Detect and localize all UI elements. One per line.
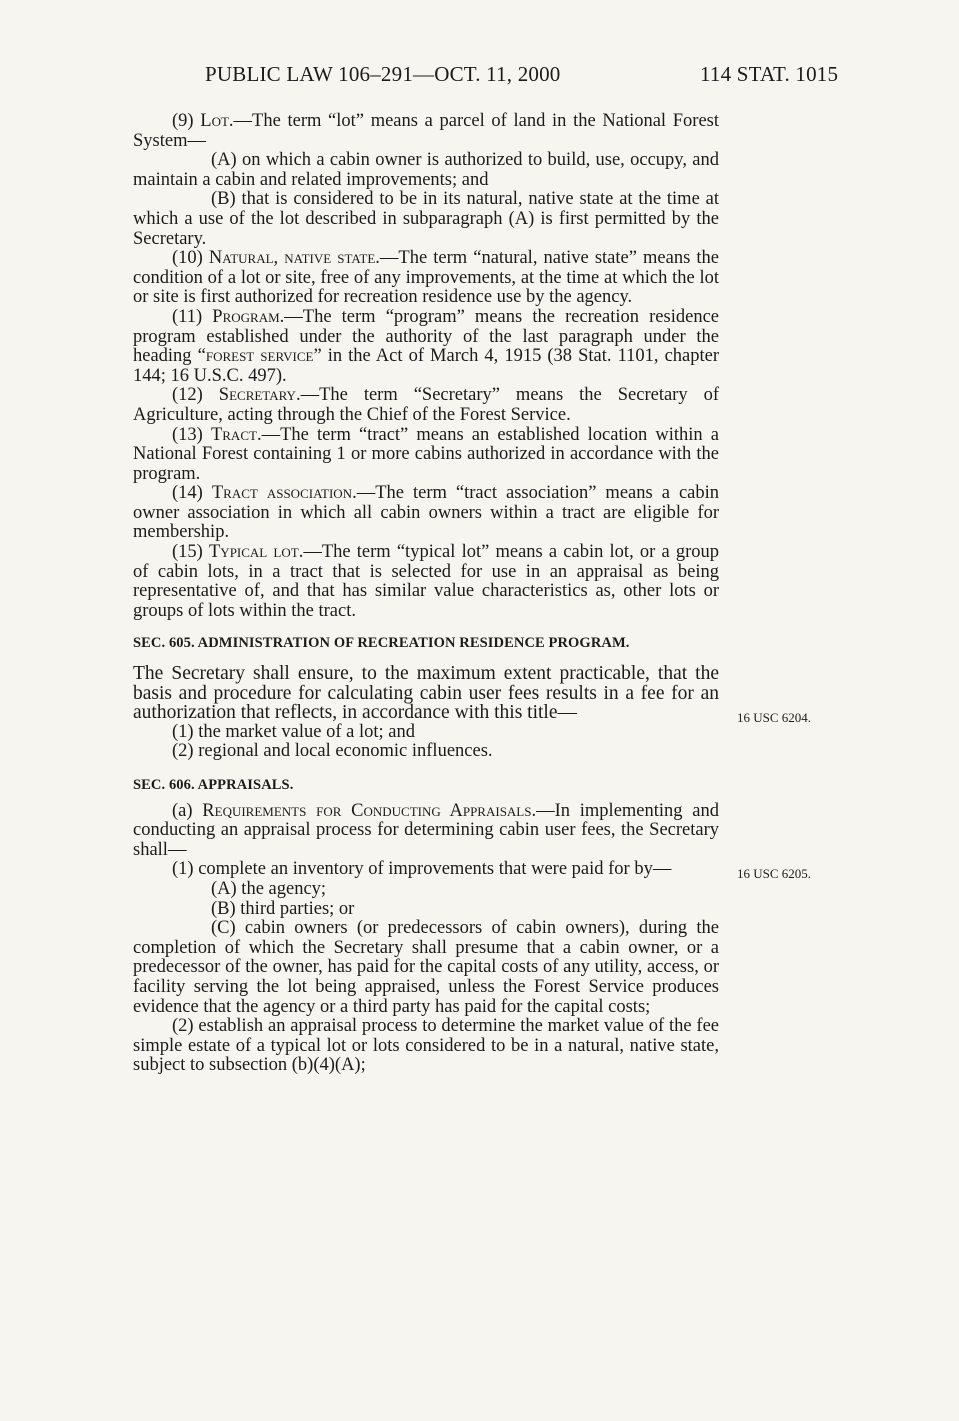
- para-heading: Natural, native state: [208, 248, 376, 269]
- para-heading: Typical lot: [209, 542, 299, 563]
- para-number: (10): [172, 248, 209, 269]
- para-heading: Tract association: [211, 483, 353, 504]
- section-605-item-1: (1) the market value of a lot; and: [172, 721, 415, 742]
- section-606-item-2: (2) establish an appraisal process to determine the market value of the fee simple estate of a typical lot or lots considered to be in a natural, native state, subject to subsection (b)(4)(A);: [133, 1016, 719, 1076]
- section-606-subsection-a: [133, 802, 719, 861]
- para-heading: Secretary: [218, 385, 296, 406]
- para-number: (15): [172, 542, 209, 563]
- section-606-item-1C: (C) cabin owners (or predecessors of cabin owners), during the completion of which the Secretary shall presume that a cabin owner, or a predecessor of the owner, has paid for the capital costs of any utility, access, or facility serving the lot being appraised, unless the Forest Service produces evidence that the agency or a third party has paid for the capital costs;: [133, 918, 719, 1017]
- para-text: .—The term “tract” means an established location within a National Forest containing 1 or more cabins authorized in accordance with the program.: [133, 424, 719, 484]
- para-number: (12): [172, 385, 219, 406]
- para-number: (11): [172, 306, 213, 327]
- section-605-heading: SEC. 605. ADMINISTRATION OF RECREATION RESIDENCE PROGRAM.: [133, 635, 630, 652]
- paragraph-12: [133, 386, 719, 425]
- para-number: (13): [172, 424, 211, 445]
- para-text: .—The term “typical lot” means a cabin lot, or a group of cabin lots, in a tract that is selected for use in an appraisal as being representative of, and that has similar value characteristics as, other lots or groups of lots within the tract.: [133, 542, 719, 621]
- section-606-item-1B: (B) third parties; or: [211, 898, 355, 919]
- section-606-item-1A: (A) the agency;: [211, 878, 327, 899]
- para-text: .—The term “tract association” means a cabin owner association in which all cabin owners within a tract are eligible for membership.: [133, 483, 720, 543]
- para-text: .—The term “lot” means a parcel of land in the National Forest System—: [133, 111, 719, 151]
- para-heading: Tract: [210, 424, 257, 445]
- para-heading: Program: [212, 306, 280, 327]
- margin-note-6204: 16 USC 6204.: [737, 710, 812, 725]
- margin-note-6205: 16 USC 6205.: [737, 866, 812, 881]
- paragraph-9: [133, 112, 719, 151]
- para-text: ” in the Act of March 4, 1915 (38 Stat. 1101, chapter 144; 16 U.S.C. 497).: [133, 346, 719, 386]
- para-text: .—The term “program” means the recreation residence program established under the authority of the last paragraph under the heading “: [133, 306, 719, 367]
- statute-heading-ref: forest service: [205, 346, 314, 367]
- para-number: (9): [172, 111, 201, 131]
- paragraph-13: [133, 426, 719, 485]
- para-text: .—The term “Secretary” means the Secretary of Agriculture, acting through the Chief of the Forest Service.: [133, 385, 719, 425]
- section-605-item-2: (2) regional and local economic influences.: [172, 741, 493, 762]
- paragraph-11: [133, 308, 719, 386]
- subparagraph-9A: (A) on which a cabin owner is authorized to build, use, occupy, and maintain a cabin and related improvements; and: [133, 150, 719, 190]
- subparagraph-9B: (B) that is considered to be in its natural, native state at the time at which a use of the lot described in subparagraph (A) is first permitted by the Secretary.: [133, 189, 719, 249]
- section-605-lead: The Secretary shall ensure, to the maximum extent practicable, that the basis and procedure for calculating cabin user fees results in a fee for an authorization that reflects, in accordance with this title—: [133, 663, 719, 724]
- para-number: (14): [172, 483, 212, 504]
- document-body: [133, 112, 719, 1076]
- running-header-right: 114 STAT. 1015: [700, 62, 839, 86]
- para-text: .—The term “natural, native state” means the condition of a lot or site, free of any improvements, at the time at which the lot or site is first authorized for recreation residence use by the agency.: [133, 248, 719, 308]
- paragraph-14: [133, 484, 719, 543]
- para-number: (a): [172, 800, 203, 821]
- paragraph-15: [133, 543, 719, 621]
- para-text: .—In implementing and conducting an appraisal process for determining cabin user fees, the Secretary shall—: [133, 800, 719, 860]
- para-heading: Lot: [200, 111, 229, 131]
- running-header-left: PUBLIC LAW 106–291—OCT. 11, 2000: [205, 62, 561, 86]
- para-heading: Requirements for Conducting Appraisals: [202, 800, 532, 821]
- section-606-item-1: (1) complete an inventory of improvements that were paid for by—: [172, 859, 672, 880]
- section-606-heading: SEC. 606. APPRAISALS.: [133, 777, 294, 793]
- paragraph-10: [133, 249, 719, 308]
